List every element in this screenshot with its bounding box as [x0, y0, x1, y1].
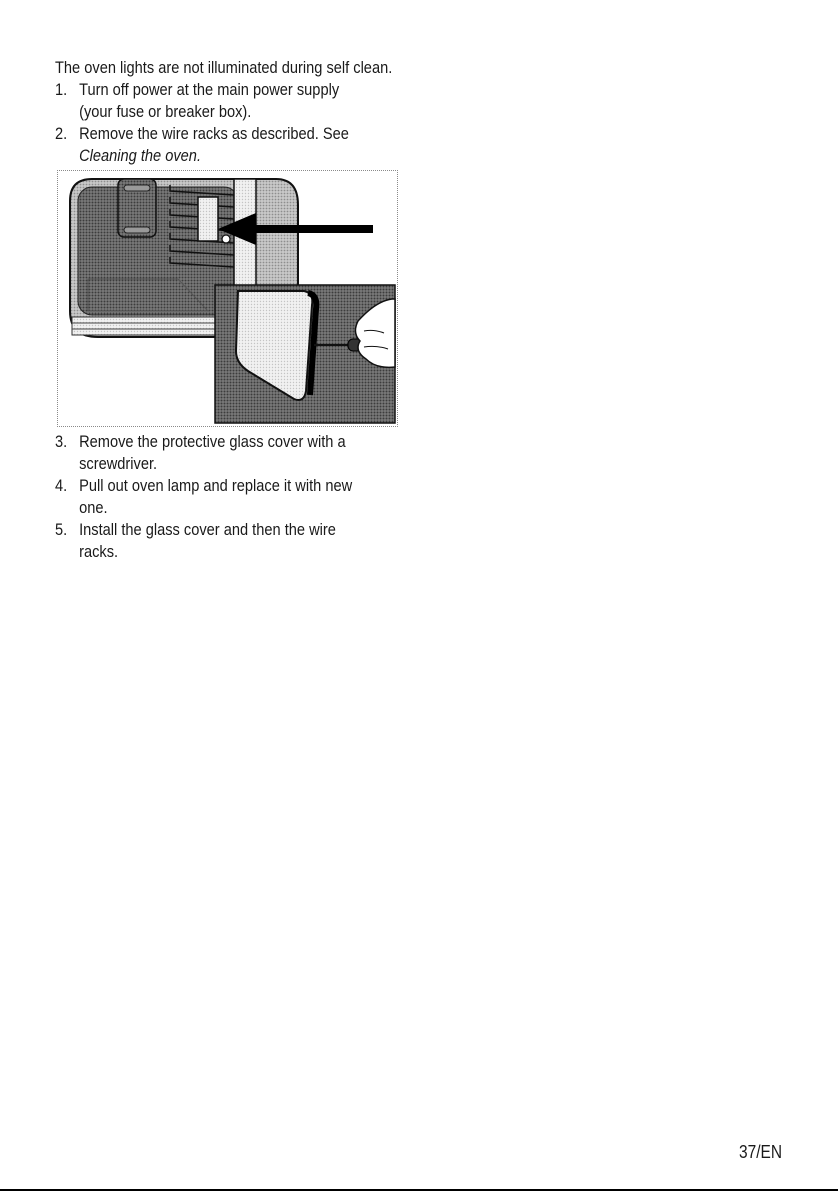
- steps-list-before: [55, 79, 400, 167]
- step-item: [55, 475, 406, 519]
- step-line: Remove the wire racks as described. See: [79, 124, 349, 143]
- step-item: [55, 431, 406, 475]
- page-number: 37/EN: [739, 1142, 783, 1162]
- step-line: Turn off power at the main power supply: [79, 80, 340, 99]
- step-line: screwdriver.: [79, 454, 158, 473]
- oven-lamp-illustration: [57, 170, 398, 427]
- steps-list-after: [55, 431, 400, 563]
- step-line: Install the glass cover and then the wire: [79, 520, 336, 539]
- step-line: (your fuse or breaker box).: [79, 102, 252, 121]
- step-item: [55, 123, 406, 167]
- cross-reference: Cleaning the oven.: [79, 146, 202, 165]
- intro-text: The oven lights are not illuminated during self clean.: [55, 58, 393, 77]
- intro-paragraph: [55, 57, 399, 79]
- step-line: Pull out oven lamp and replace it with new: [79, 476, 353, 495]
- illustration-svg: [58, 171, 399, 428]
- step-item: [55, 79, 406, 123]
- step-number: 1.: [55, 80, 68, 99]
- step-number: 3.: [55, 432, 68, 451]
- step-line: one.: [79, 498, 108, 517]
- step-line: racks.: [79, 542, 119, 561]
- step-item: [55, 519, 406, 563]
- step-number: 2.: [55, 124, 68, 143]
- step-number: 5.: [55, 520, 68, 539]
- oven-floor: [72, 317, 222, 335]
- step-number: 4.: [55, 476, 68, 495]
- content-column: [55, 57, 400, 563]
- lamp-cover-small: [198, 197, 218, 241]
- step-line: Remove the protective glass cover with a: [79, 432, 346, 451]
